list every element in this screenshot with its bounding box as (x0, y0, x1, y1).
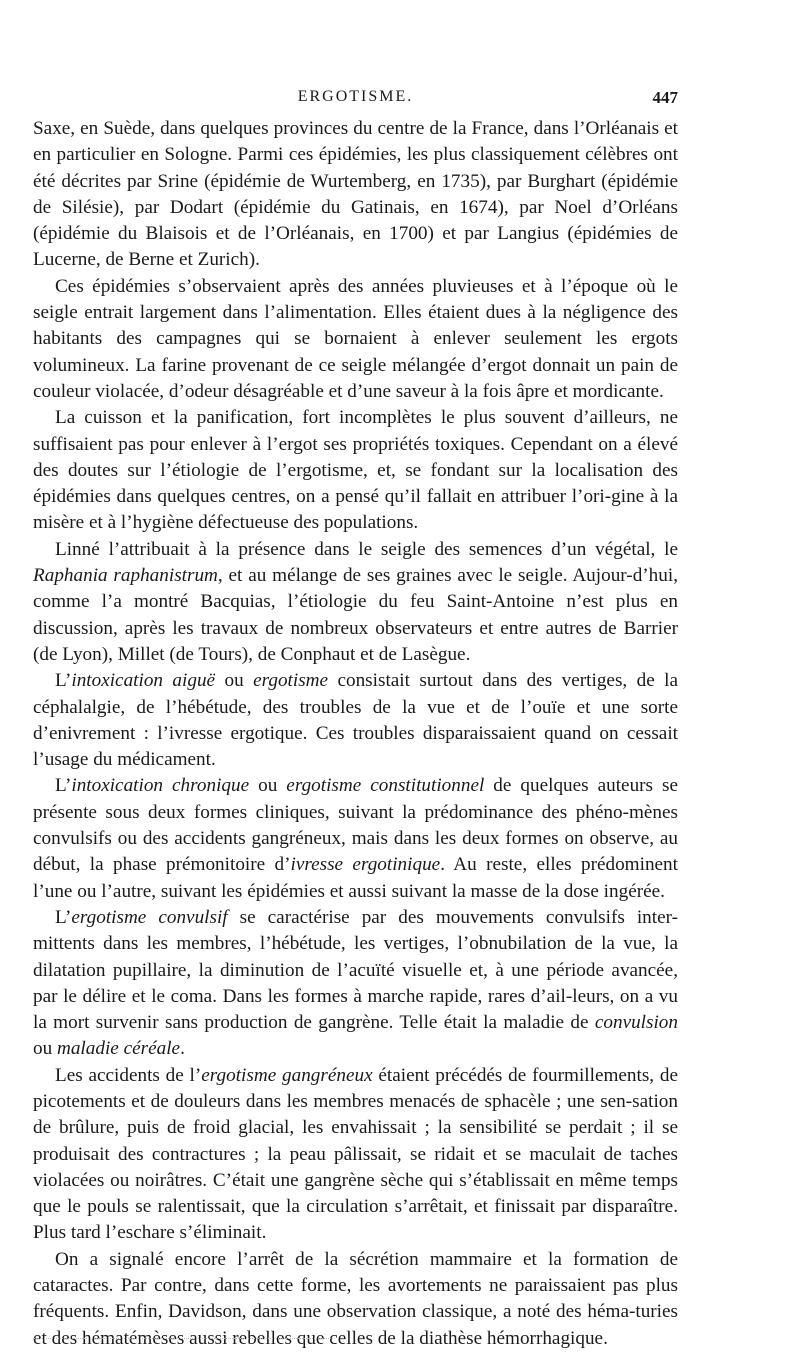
text-run: ou (249, 775, 287, 797)
italic-term: ergotisme convulsif (71, 906, 228, 928)
paragraph (33, 905, 678, 1063)
text-run: se caractérise par des mouvements convulsifs inter-mittents dans les membres, l’hébétude, les vertiges, l’obnubilation de la vue, la dilatation pupillaire, la diminution de l’acuïté visuelle et, à une période avancée, par le délire et le coma. Dans les formes à marche rapide, rares d’ail-leurs, on a vu la mort survenir sans production de gangrène. Telle était la maladie de (33, 906, 678, 1034)
page-number: 447 (652, 88, 678, 107)
italic-term: ergotisme (253, 670, 329, 692)
italic-term: intoxication chronique (71, 775, 250, 797)
text-run: La cuisson et la panification, fort incomplètes le plus souvent d’ailleurs, ne suffisaient pas pour enlever à l’ergot ses propriétés toxiques. Cependant on a élevé des doutes sur l’étiologie de l’ergotisme, et, se fondant sur la localisation des épidémies dans quelques centres, on a pensé qu’il fallait en attribuer l’ori-gine à la misère et à l’hygiène défectueuse des populations. (33, 407, 678, 534)
text-run: étaient précédés de fourmillements, de picotements et de douleurs dans les membres menacés de sphacèle ; une sen-sation de brûlure, puis de froid glacial, les envahissait ; la sensibilité se perdait ; il se produisait des contractures ; la peau pâlissait, se ridait et se maculait de taches violacées ou noirâtres. C’était une gangrène sèche qui s’établissait en même temps que le pouls se ralentissait, que la circulation s’arrêtait, et finissait par disparaître. Plus tard l’eschare s’éliminait. (33, 1064, 678, 1244)
text-run: Saxe, en Suède, dans quelques provinces du centre de la France, dans l’Orléanais et en particulier en Sologne. Parmi ces épidémies, les plus classiquement célèbres ont été décrites par Srine (épidémie de Wurtemberg, en 1735), par Burghart (épidémie de Silésie), par Dodart (épidémie du Gatinais, en 1674), par Noel d’Orléans (épidémie du Blaisois et de l’Orléanais, en 1700) et par Langius (épidémies de Lucerne, de Berne et Zurich). (33, 118, 678, 271)
text-run: On a signalé encore l’arrêt de la sécrétion mammaire et la formation de cataractes. Par contre, dans cette forme, les avortements ne paraissaient pas plus fréquents. Enfin, Davidson, dans une observation classique, a noté des héma-turies et des hématémèses aussi rebelles que celles de la diathèse hémorrhagique. (33, 1248, 678, 1349)
paragraph (33, 405, 678, 536)
paragraph (33, 537, 678, 668)
italic-term: ergotisme gangréneux (201, 1064, 373, 1086)
text-run: L’ (55, 906, 72, 928)
paragraph (33, 668, 678, 773)
page-header (33, 88, 678, 116)
paragraph (33, 1063, 678, 1247)
text-run: . Au reste, elles prédominent l’une ou l’autre, suivant les épidémies et aussi suivant la masse de la dose ingérée. (33, 854, 678, 902)
italic-term: Raphania raphanistrum (33, 565, 218, 587)
text-run: ou (33, 1038, 57, 1060)
italic-term: intoxication aiguë (71, 670, 216, 692)
text-run: de quelques auteurs se présente sous deux formes cliniques, suivant la prédominance des phéno-mènes convulsifs ou des accidents gangréneux, mais dans les deux formes on observe, au début, la phase prémonitoire d’ (33, 775, 679, 876)
paragraph (33, 274, 678, 405)
book-page (33, 88, 678, 1352)
text-run: Ces épidémies s’observaient après des années pluvieuses et à l’époque où le seigle entrait largement dans l’alimentation. Elles étaient dues à la négligence des habitants des campagnes qui se bornaient à enlever seulement les ergots volumineux. La farine provenant de ce seigle mélangée d’ergot donnait un pain de couleur violacée, d’odeur désagréable et d’une saveur à la fois âpre et mordicante. (33, 275, 678, 402)
italic-term: maladie céréale (56, 1038, 181, 1060)
italic-term: convulsion (594, 1012, 678, 1034)
text-run: L’ (55, 670, 72, 692)
text-run: , et au mélange de ses graines avec le seigle. Aujour-d’hui, comme l’a montré Bacquias, l’étiologie du feu Saint-Antoine n’est plus en discussion, après les travaux de nombreux observateurs et entre autres de Barrier (de Lyon), Millet (de Tours), de Conphaut et de Lasègue. (33, 565, 678, 665)
text-run: Linné l’attribuait à la présence dans le seigle des semences d’un végétal, le (55, 538, 678, 560)
paragraph (33, 116, 678, 274)
body-text (33, 116, 678, 1352)
text-run: L’ (55, 775, 72, 797)
scan-artifact-rule (33, 1338, 333, 1339)
text-run: consistait surtout dans des vertiges, de la céphalalgie, de l’hébétude, des troubles de la vue et de l’ouïe et une sorte d’enivrement : l’ivresse ergotique. Ces troubles disparaissaient quand on cessait l’usage du médicament. (33, 670, 678, 771)
paragraph (33, 773, 678, 904)
text-run: Les accidents de l’ (55, 1064, 202, 1086)
running-title: ERGOTISME. (297, 88, 414, 105)
italic-term: ivresse ergotinique (290, 854, 441, 876)
italic-term: ergotisme constitutionnel (286, 775, 485, 797)
text-run: ou (215, 670, 254, 692)
text-run: . (180, 1038, 185, 1060)
paragraph (33, 1247, 678, 1352)
